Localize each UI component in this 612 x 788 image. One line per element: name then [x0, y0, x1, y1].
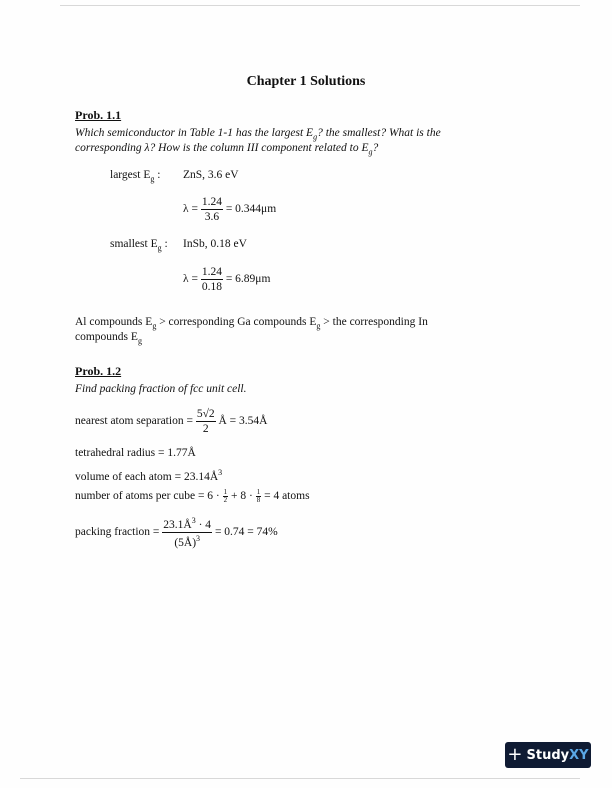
conclusion-line2 — [75, 331, 142, 345]
eq-rhs: Å = 3.54Å — [218, 415, 268, 428]
fraction — [196, 408, 216, 435]
packing-fraction — [75, 516, 278, 549]
fraction — [201, 196, 223, 223]
fraction-numerator: 1.24 — [201, 266, 222, 278]
fraction — [162, 516, 212, 549]
q-sub: g — [313, 132, 318, 142]
scan-artifact-top — [60, 5, 580, 6]
small-fraction — [223, 489, 229, 504]
eq-rhs: = 0.74 = 74% — [214, 525, 278, 538]
fraction-denominator: 3.6 — [204, 211, 220, 223]
fraction-denominator: 0.18 — [201, 281, 222, 293]
prob-1-2-question: Find packing fraction of fcc unit cell. — [75, 383, 247, 395]
atoms-per-cube — [75, 489, 310, 504]
fraction-numerator — [162, 516, 212, 533]
badge-xy: XY — [569, 747, 589, 763]
label-text: largest E — [110, 169, 151, 181]
label-sub: g — [157, 243, 162, 253]
fraction-denominator: 2 — [223, 496, 228, 504]
largest-eg-value: ZnS, 3.6 eV — [183, 169, 239, 181]
eq-text: volume of each atom = 23.14Å — [75, 470, 219, 483]
eq-mid: + 8 · — [231, 490, 253, 503]
pf-den-text: (5Å) — [174, 536, 197, 549]
eq-lhs: packing fraction = — [75, 525, 160, 538]
fraction-numerator: 5√2 — [196, 408, 215, 420]
eq-lhs: λ = — [183, 273, 198, 286]
volume-of-atom — [75, 468, 222, 483]
lambda-equation-2 — [183, 266, 270, 293]
page-title: Chapter 1 Solutions — [246, 74, 366, 89]
eq-lhs: number of atoms per cube = 6 · — [75, 490, 220, 503]
pf-num-rest: · 4 — [195, 518, 212, 531]
conclusion-text: Al compounds E — [75, 316, 153, 328]
smallest-eg-label — [110, 238, 168, 252]
fraction-denominator: 2 — [202, 423, 209, 435]
label-colon: : — [154, 169, 161, 181]
badge-label — [527, 748, 589, 763]
prob-1-1-question-line2 — [75, 141, 378, 159]
q-text-rest: ? the smallest? What is the — [317, 127, 441, 139]
plus-icon: + — [507, 744, 523, 765]
label-colon: : — [161, 238, 168, 250]
pf-den-sup: 3 — [196, 533, 201, 543]
eq-rhs: = 0.344μm — [225, 203, 277, 216]
conclusion-text: > corresponding Ga compounds E — [156, 316, 317, 328]
pf-num-sup: 3 — [191, 516, 196, 525]
scan-artifact-bottom — [20, 778, 580, 779]
fraction-numerator: 1.24 — [201, 196, 222, 208]
label-text: smallest E — [110, 238, 158, 250]
q-text: Which semiconductor in Table 1-1 has the largest E — [75, 127, 314, 139]
q-text-rest: ? — [372, 142, 379, 154]
small-fraction — [256, 489, 262, 504]
conclusion-sub: g — [137, 336, 142, 346]
fraction-denominator: 8 — [256, 496, 261, 504]
largest-eg-label — [110, 169, 160, 183]
eq-rhs: = 4 atoms — [264, 490, 310, 503]
fraction-numerator: 1 — [256, 488, 261, 496]
conclusion-text: compounds E — [75, 331, 138, 343]
pf-num-text: 23.1Å — [163, 518, 192, 531]
eq-lhs: λ = — [183, 203, 198, 216]
conclusion-text: > the corresponding In — [320, 316, 428, 328]
q-text: corresponding λ? How is the column III component related to E — [75, 142, 369, 154]
conclusion-sub: g — [152, 321, 157, 331]
prob-1-1-heading: Prob. 1.1 — [75, 108, 122, 122]
studyxy-badge[interactable] — [505, 742, 591, 768]
eq-sup: 3 — [218, 468, 223, 477]
fraction — [201, 266, 223, 293]
tetrahedral-radius: tetrahedral radius = 1.77Å — [75, 447, 196, 459]
prob-1-2-heading: Prob. 1.2 — [75, 364, 122, 378]
conclusion-sub: g — [316, 321, 321, 331]
nearest-atom-separation — [75, 408, 267, 435]
label-sub: g — [150, 174, 155, 184]
lambda-equation-1 — [183, 196, 276, 223]
fraction-numerator: 1 — [223, 488, 228, 496]
fraction-denominator — [162, 533, 212, 549]
eq-lhs: nearest atom separation = — [75, 415, 193, 428]
q-sub: g — [368, 147, 373, 157]
eq-rhs: = 6.89μm — [225, 273, 271, 286]
badge-study: Study — [526, 747, 570, 763]
conclusion-line1 — [75, 316, 428, 330]
smallest-eg-value: InSb, 0.18 eV — [183, 238, 247, 250]
